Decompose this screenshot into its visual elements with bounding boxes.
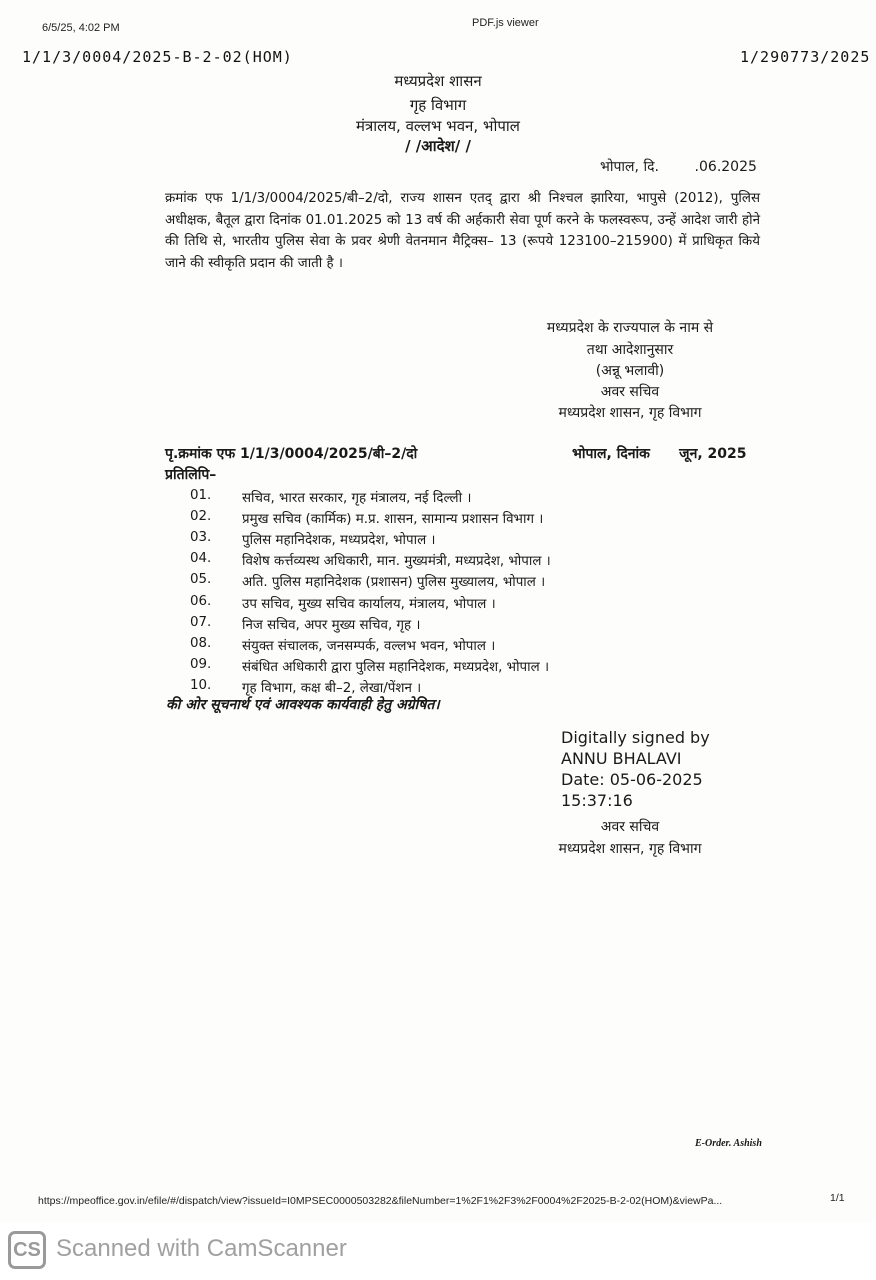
signatory-department: मध्यप्रदेश शासन, गृह विभाग [558, 405, 702, 421]
endorsement-number: पृ.क्रमांक एफ 1/1/3/0004/2025/बी–2/दो [165, 446, 418, 462]
viewer-title: PDF.js viewer [472, 17, 539, 29]
camscanner-logo-icon: CS [8, 1231, 46, 1269]
digital-signature-block [561, 727, 710, 811]
order-label: / /आदेश/ / [405, 137, 471, 155]
digital-signature-date: Date: 05-06-2025 [561, 770, 703, 789]
list-item-number: 10. [190, 678, 212, 693]
print-datetime: 6/5/25, 4:02 PM [42, 22, 120, 34]
digital-signature-time: 15:37:16 [561, 791, 633, 810]
digital-signature-name: ANNU BHALAVI [561, 749, 682, 768]
list-item-text: गृह विभाग, कक्ष बी–2, लेखा/पेंशन । [242, 681, 422, 696]
list-item-text: विशेष कर्त्तव्यस्थ अधिकारी, मान. मुख्यमंत्री, मध्यप्रदेश, भोपाल । [242, 554, 551, 569]
footer-url: https://mpeoffice.gov.in/efile/#/dispatch/view?issueId=I0MPSEC0000503282&fileNumber=1%2F1%2F3%2F0004%2F2025-B-2-02(HOM)&viewPa... [38, 1195, 723, 1207]
list-item-number: 09. [190, 657, 212, 672]
list-item-text: अति. पुलिस महानिदेशक (प्रशासन) पुलिस मुख्यालय, भोपाल । [242, 575, 546, 590]
camscanner-watermark [0, 1222, 876, 1280]
letterhead-address: मंत्रालय, वल्लभ भवन, भोपाल [356, 117, 520, 135]
list-item-number: 08. [190, 636, 212, 651]
list-item-text: संयुक्त संचालक, जनसम्पर्क, वल्लभ भवन, भोपाल । [242, 639, 496, 654]
copy-label: प्रतिलिपि– [165, 467, 217, 483]
signature-line-2: तथा आदेशानुसार [586, 342, 674, 358]
list-item-number: 01. [190, 488, 212, 503]
signatory-designation-2: अवर सचिव [600, 819, 660, 835]
list-item-number: 02. [190, 509, 212, 524]
list-item-number: 07. [190, 615, 212, 630]
list-item-text: प्रमुख सचिव (कार्मिक) म.प्र. शासन, सामान्य प्रशासन विभाग । [242, 512, 544, 527]
recipient-list [190, 488, 750, 703]
letterhead-department: गृह विभाग [409, 96, 467, 114]
list-item-text: निज सचिव, अपर मुख्य सचिव, गृह । [242, 618, 421, 633]
digital-signature-line-1: Digitally signed by [561, 728, 710, 747]
order-date: भोपाल, दि. .06.2025 [600, 159, 757, 175]
signatory-name: (अन्नू भलावी) [595, 363, 665, 379]
file-ref-right: 1/290773/2025 [740, 48, 871, 66]
list-item-number: 03. [190, 530, 212, 545]
signatory-designation: अवर सचिव [600, 384, 660, 400]
signatory-department-2: मध्यप्रदेश शासन, गृह विभाग [558, 841, 702, 857]
list-item-text: उप सचिव, मुख्य सचिव कार्यालय, मंत्रालय, भोपाल । [242, 597, 496, 612]
forwarding-note: की ओर सूचनार्थ एवं आवश्यक कार्यवाही हेतु अग्रेषित। [166, 697, 440, 713]
order-paragraph: क्रमांक एफ 1/1/3/0004/2025/बी–2/दो, राज्य शासन एतद् द्वारा श्री निश्चल झारिया, भापुसे (2012), पुलिस अधीक्षक, बैतूल द्वारा दिनांक 01.01.2025 को 13 वर्ष की अर्हकारी सेवा पूर्ण करने के फलस्वरूप, उन्हें आदेश जारी होने की तिथि से, भारतीय पुलिस सेवा के प्रवर श्रेणी वेतनमान मैट्रिक्स– 13 (रूपये 123100–215900) में प्राधिकृत किये जाने की स्वीकृति प्रदान की जाती है । [165, 191, 760, 271]
camscanner-text: Scanned with CamScanner [56, 1235, 347, 1262]
endorsement-date: भोपाल, दिनांक जून, 2025 [572, 446, 747, 462]
list-item-number: 04. [190, 551, 212, 566]
list-item-text: संबंधित अधिकारी द्वारा पुलिस महानिदेशक, मध्यप्रदेश, भोपाल । [242, 660, 550, 675]
list-item-text: सचिव, भारत सरकार, गृह मंत्रालय, नई दिल्ली । [242, 491, 472, 506]
signature-line-1: मध्यप्रदेश के राज्यपाल के नाम से [546, 320, 714, 336]
list-item-number: 06. [190, 594, 212, 609]
list-item-number: 05. [190, 572, 212, 587]
list-item-text: पुलिस महानिदेशक, मध्यप्रदेश, भोपाल । [242, 533, 436, 548]
footer-page-number: 1/1 [830, 1192, 845, 1204]
file-ref-left: 1/1/3/0004/2025-B-2-02(HOM) [22, 48, 293, 66]
eorder-stamp: E-Order. Ashish [695, 1138, 762, 1149]
letterhead-government: मध्यप्रदेश शासन [394, 72, 482, 90]
